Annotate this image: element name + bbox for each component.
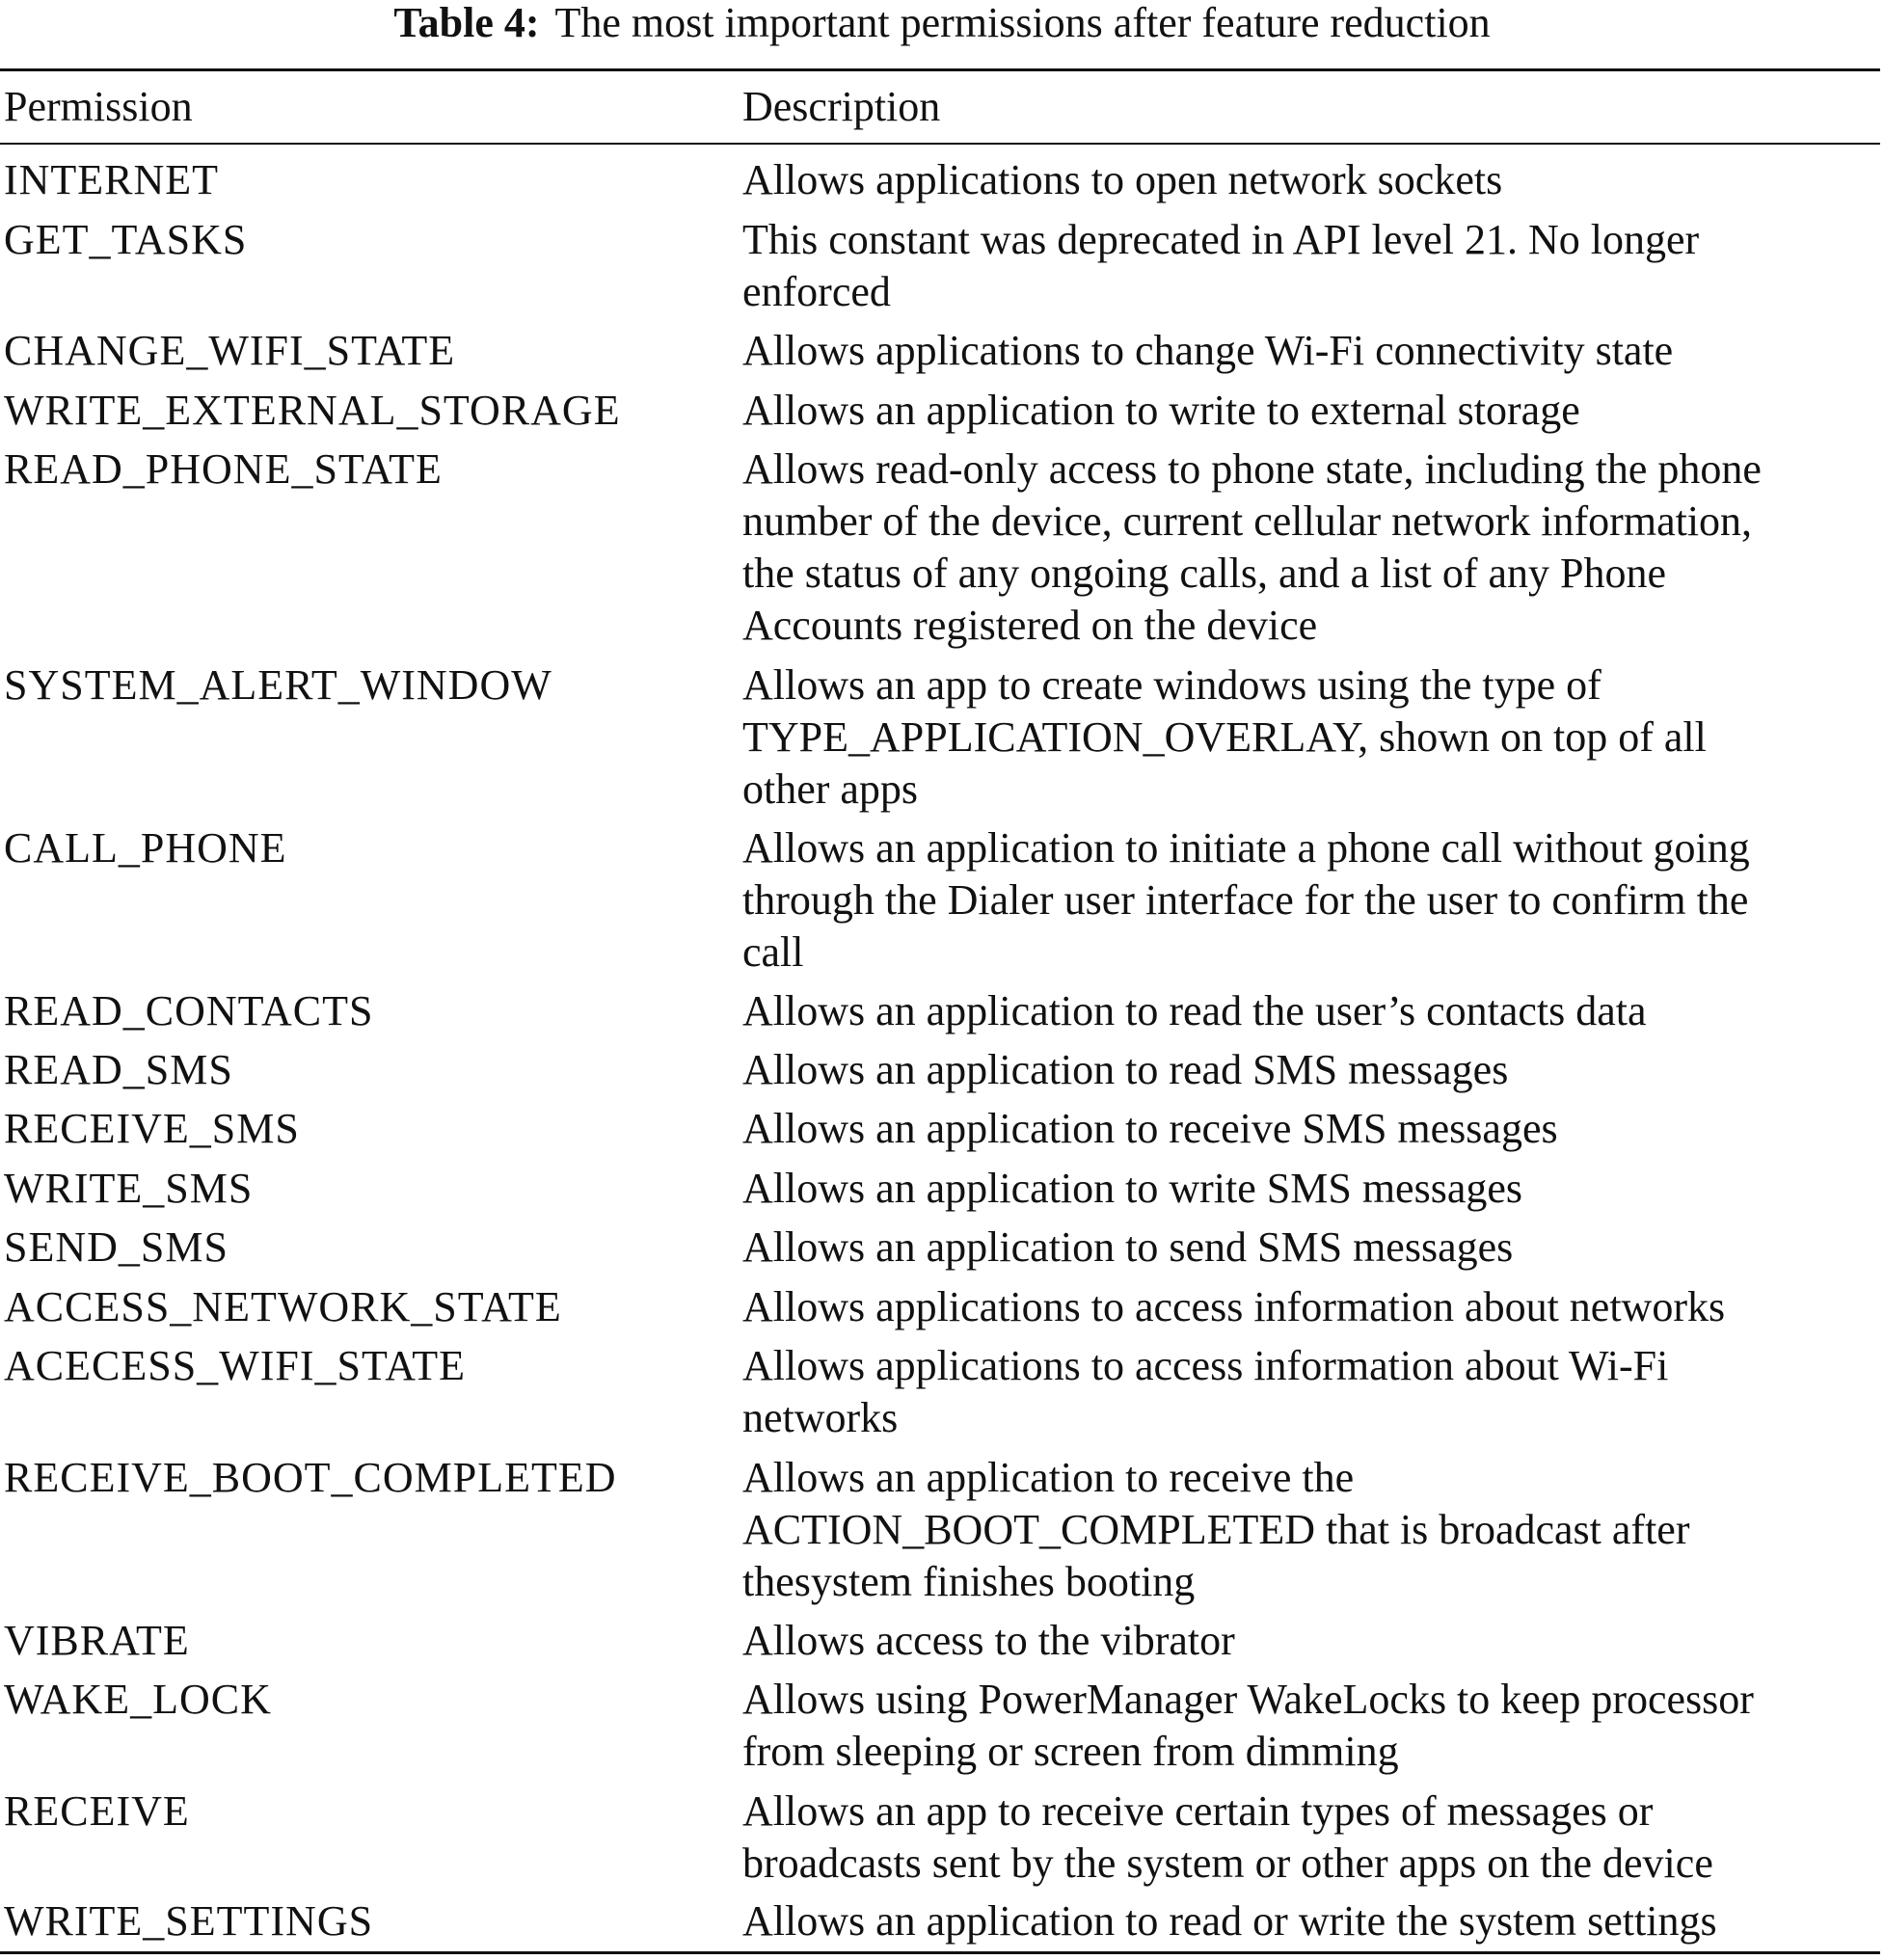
description-line: TYPE_APPLICATION_OVERLAY, shown on top of all [742, 713, 1707, 761]
permission-cell: RECEIVE_SMS [4, 1105, 300, 1152]
description-line: Allows applications to access information about Wi-Fi [742, 1342, 1669, 1389]
description-cell [742, 1044, 1884, 1096]
description-cell [742, 1615, 1884, 1667]
permission-cell: SYSTEM_ALERT_WINDOW [4, 661, 552, 709]
description-cell [742, 1895, 1884, 1947]
description-line: Allows an application to receive SMS messages [742, 1105, 1558, 1152]
permission-cell: ACCESS_NETWORK_STATE [4, 1283, 562, 1330]
description-line: Allows applications to change Wi-Fi connectivity state [742, 327, 1674, 374]
description-line: number of the device, current cellular network information, [742, 497, 1753, 545]
description-line: Allows an application to receive the [742, 1454, 1355, 1501]
description-cell [742, 385, 1884, 437]
description-line: enforced [742, 268, 891, 315]
permission-cell: WAKE_LOCK [4, 1676, 272, 1723]
description-line: networks [742, 1394, 899, 1441]
description-cell [742, 985, 1884, 1037]
description-cell [742, 1281, 1884, 1333]
table-caption-label: Table 4: [393, 0, 540, 46]
description-line: Allows read-only access to phone state, including the phone [742, 445, 1762, 493]
description-line: Allows an application to read or write the system settings [742, 1897, 1717, 1945]
permission-cell: INTERNET [4, 156, 220, 203]
permission-cell: READ_SMS [4, 1046, 233, 1093]
description-line: call [742, 928, 804, 976]
description-cell [742, 1222, 1884, 1274]
description-line: This constant was deprecated in API level 21. No longer [742, 216, 1700, 263]
permission-cell: RECEIVE [4, 1787, 190, 1835]
description-cell [742, 1103, 1884, 1155]
description-cell [742, 1340, 1884, 1444]
description-cell [742, 443, 1884, 652]
description-line: Allows an application to initiate a phone call without going [742, 824, 1750, 872]
description-line: the status of any ongoing calls, and a list of any Phone [742, 550, 1667, 597]
column-header-description: Description [742, 83, 941, 130]
permission-cell: READ_PHONE_STATE [4, 445, 443, 493]
description-line: broadcasts sent by the system or other apps on the device [742, 1839, 1713, 1887]
description-line: other apps [742, 765, 919, 813]
description-line: Allows an application to send SMS messages [742, 1223, 1514, 1271]
description-cell [742, 1674, 1884, 1778]
permission-cell: RECEIVE_BOOT_COMPLETED [4, 1454, 617, 1501]
description-cell [742, 1163, 1884, 1215]
description-line: Allows applications to access information about networks [742, 1283, 1726, 1330]
permission-cell: SEND_SMS [4, 1223, 229, 1271]
description-line: through the Dialer user interface for the user to confirm the [742, 876, 1749, 924]
permission-cell: GET_TASKS [4, 216, 248, 263]
description-line: Allows an application to write SMS messages [742, 1165, 1523, 1212]
permission-cell: CALL_PHONE [4, 824, 287, 872]
description-cell [742, 1452, 1884, 1608]
description-cell [742, 154, 1884, 206]
column-header-permission: Permission [4, 83, 193, 130]
description-line: Allows an application to write to external storage [742, 387, 1580, 434]
description-line: Allows access to the vibrator [742, 1617, 1235, 1664]
description-cell [742, 214, 1884, 318]
table-caption-title: The most important permissions after feature reduction [554, 0, 1491, 46]
description-line: Allows an app to create windows using the type of [742, 661, 1601, 709]
description-cell [742, 822, 1884, 979]
description-cell [742, 1785, 1884, 1890]
description-line: ACTION_BOOT_COMPLETED that is broadcast after [742, 1506, 1690, 1553]
description-line: Allows an application to read SMS messages [742, 1046, 1509, 1093]
permission-cell: READ_CONTACTS [4, 987, 374, 1034]
permission-cell: VIBRATE [4, 1617, 190, 1664]
permission-cell: WRITE_SMS [4, 1165, 254, 1212]
description-line: thesystem finishes booting [742, 1558, 1196, 1605]
description-cell [742, 325, 1884, 377]
permission-cell: WRITE_SETTINGS [4, 1897, 374, 1945]
description-line: from sleeping or screen from dimming [742, 1728, 1399, 1775]
description-cell [742, 659, 1884, 816]
description-line: Accounts registered on the device [742, 602, 1318, 649]
description-line: Allows an application to read the user’s contacts data [742, 987, 1647, 1034]
permission-cell: CHANGE_WIFI_STATE [4, 327, 456, 374]
description-line: Allows applications to open network sockets [742, 156, 1503, 203]
permission-cell: WRITE_EXTERNAL_STORAGE [4, 387, 621, 434]
permission-cell: ACECESS_WIFI_STATE [4, 1342, 466, 1389]
description-line: Allows using PowerManager WakeLocks to keep processor [742, 1676, 1754, 1723]
description-line: Allows an app to receive certain types of messages or [742, 1787, 1654, 1835]
